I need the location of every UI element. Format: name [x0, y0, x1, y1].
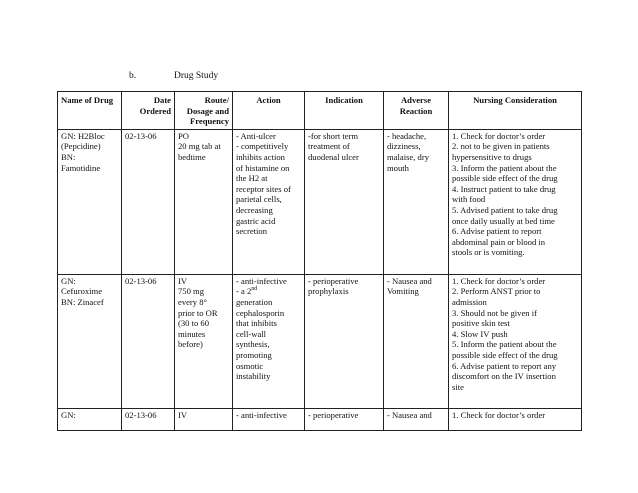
header-indication: Indication [305, 92, 384, 130]
cell-route-dosage: PO 20 mg tab at bedtime [175, 129, 233, 274]
cell-indication: - perioperative prophylaxis [305, 274, 384, 408]
cell-nursing-consideration: 1. Check for doctor’s order [449, 408, 582, 430]
header-name-of-drug: Name of Drug [58, 92, 122, 130]
cell-drug-name: GN: Cefuroxime BN: Zinacef [58, 274, 122, 408]
cell-action: - Anti-ulcer - competitively inhibits action of histamine on the H2 at receptor sites of parietal cells, decreasing gastric acid secretion [233, 129, 305, 274]
header-date-ordered: Date Ordered [122, 92, 175, 130]
cell-nursing-consideration: 1. Check for doctor’s order 2. not to be given in patients hypersensitive to drugs 3. Inform the patient about the possible side effect of the drug 4. Instruct patient to take drug with food 5. Advised patient to take drug once daily usually at bed time 6. Advise patient to report abdominal pain or blood in stools or is vomiting. [449, 129, 582, 274]
cell-adverse-reaction: - Nausea and Vomiting [384, 274, 449, 408]
section-title: Drug Study [174, 71, 219, 81]
cell-drug-name: GN: [58, 408, 122, 430]
section-marker: b. [129, 71, 137, 81]
cell-date-ordered: 02-13-06 [122, 274, 175, 408]
header-row [58, 92, 582, 130]
table-row [58, 274, 582, 408]
cell-adverse-reaction: - Nausea and [384, 408, 449, 430]
header-adverse-reaction: Adverse Reaction [384, 92, 449, 130]
cell-route-dosage: IV [175, 408, 233, 430]
cell-date-ordered: 02-13-06 [122, 129, 175, 274]
table-row [58, 408, 582, 430]
cell-indication: -for short term treatment of duodenal ulcer [305, 129, 384, 274]
drug-study-table [57, 91, 582, 431]
cell-drug-name: GN: H2Bloc (Pepcidine) BN: Famotidine [58, 129, 122, 274]
header-nursing-consideration: Nursing Consideration [449, 92, 582, 130]
cell-action: - anti-infective - a 2nd generation cephalosporin that inhibits cell-wall synthesis, promoting osmotic instability [233, 274, 305, 408]
cell-action: - anti-infective [233, 408, 305, 430]
header-action: Action [233, 92, 305, 130]
cell-date-ordered: 02-13-06 [122, 408, 175, 430]
cell-adverse-reaction: - headache, dizziness, malaise, dry mouth [384, 129, 449, 274]
header-route-dosage-frequency: Route/ Dosage and Frequency [175, 92, 233, 130]
section-heading [129, 70, 219, 82]
cell-nursing-consideration: 1. Check for doctor’s order 2. Perform ANST prior to admission 3. Should not be given if positive skin test 4. Slow IV push 5. Inform the patient about the possible side effect of the drug 6. Advise patient to report any discomfort on the IV insertion site [449, 274, 582, 408]
cell-indication: - perioperative [305, 408, 384, 430]
cell-route-dosage: IV 750 mg every 8° prior to OR (30 to 60 minutes before) [175, 274, 233, 408]
table-row [58, 129, 582, 274]
